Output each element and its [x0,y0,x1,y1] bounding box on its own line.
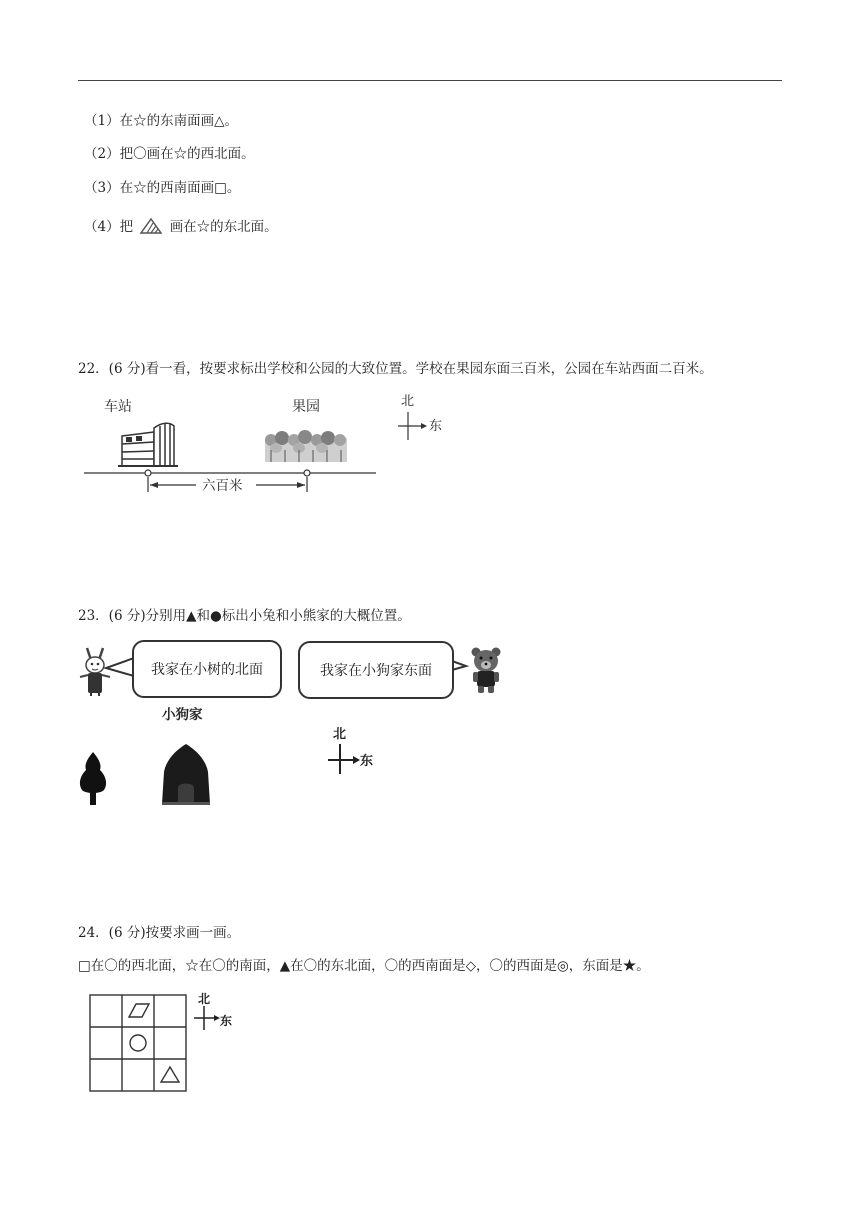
station-building-icon [118,418,178,468]
q22-compass-north: 北 [401,394,415,409]
q23-question: 23．(6 分)分别用▲和●标出小兔和小熊家的大概位置。 [78,608,411,624]
orchard-trees-icon [265,428,347,464]
q24-compass-east: 东 [220,1014,233,1028]
bear-icon [468,646,504,694]
q23-compass-north: 北 [333,727,347,742]
q21-item-3: （3）在☆的西南面画□。 [84,180,241,196]
q22-compass-icon [398,412,430,442]
hatched-triangle-icon [140,218,162,234]
rabbit-speech-bubble [132,640,282,698]
circle-icon [130,1035,146,1051]
q22-compass-east: 东 [429,419,443,434]
triangle-icon [161,1067,179,1082]
q24-compass-north: 北 [198,992,211,1006]
q21-item-4-suffix: 画在☆的东北面。 [169,219,278,235]
q21-item-2: （2）把〇画在☆的西北面。 [84,146,255,162]
parallelogram-icon [129,1004,149,1017]
q21-item-4-prefix: （4）把 [84,219,134,235]
q21-item-1: （1）在☆的东南面画△。 [84,113,238,129]
q24-grid [89,994,187,1092]
bear-bubble-text: 我家在小狗家东面 [320,663,432,679]
bear-speech-bubble [298,641,454,699]
dog-house-label: 小狗家 [162,707,203,723]
dog-house-icon [160,744,212,806]
rabbit-bubble-text: 我家在小树的北面 [151,662,263,678]
q24-question: 24．(6 分)按要求画一画。 [78,925,241,941]
q21-item-4 [84,218,278,236]
header-rule [78,80,782,81]
station-label: 车站 [104,399,132,415]
q22-question: 22．(6 分)看一看，按要求标出学校和公园的大致位置。学校在果园东面三百米，公园在车站西面二百米。 [78,361,713,377]
orchard-label: 果园 [292,399,320,415]
tree-icon [78,752,108,806]
q23-compass-icon [326,744,362,776]
q24-instruction: □在〇的西北面，☆在〇的南面，▲在〇的东北面，〇的西南面是◇，〇的西面是◎，东面是★。 [78,958,650,974]
distance-label: 六百米 [202,478,243,494]
q24-compass-icon [194,1006,222,1032]
q23-compass-east: 东 [360,754,374,769]
